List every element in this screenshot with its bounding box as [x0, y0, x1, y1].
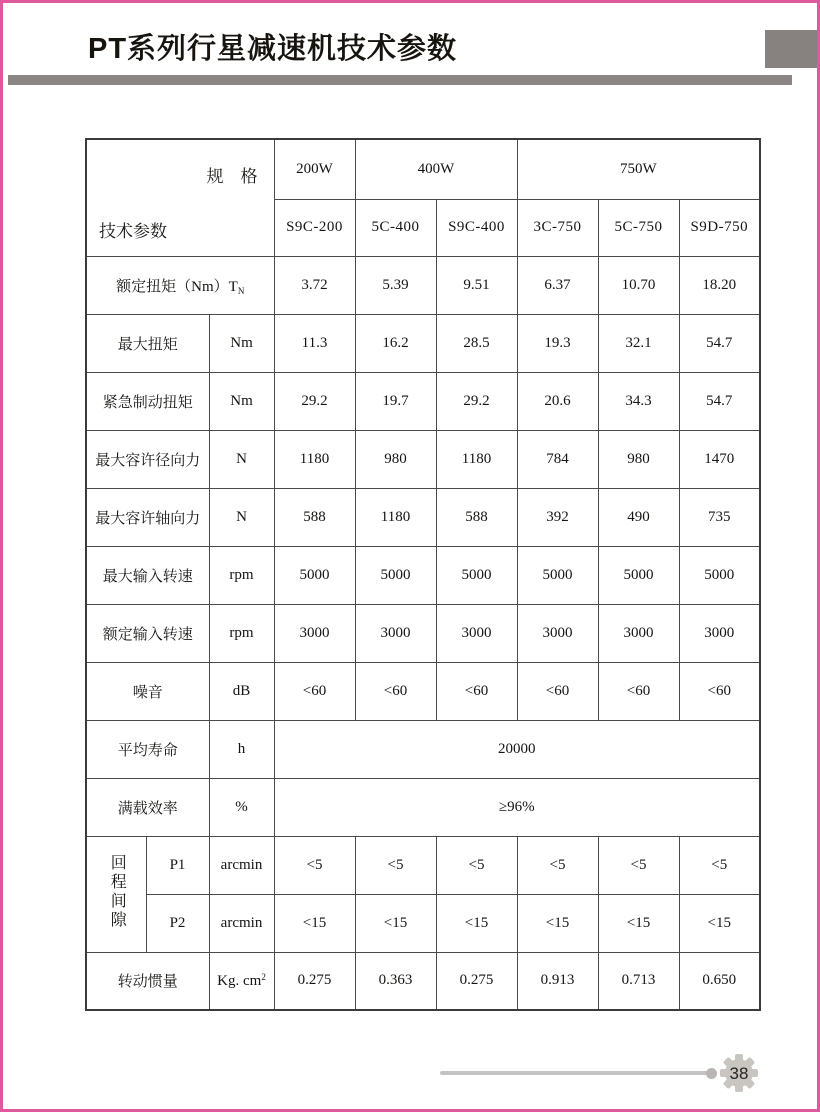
value-cell: 3000 — [517, 604, 598, 662]
model-cell: S9D-750 — [679, 199, 760, 256]
table-header-power-row — [86, 139, 760, 199]
value-cell: 19.3 — [517, 314, 598, 372]
value-cell: 16.2 — [355, 314, 436, 372]
value-cell: <15 — [274, 894, 355, 952]
value-cell: 588 — [274, 488, 355, 546]
table-row-axial-force — [86, 488, 760, 546]
value-cell: 5000 — [517, 546, 598, 604]
value-cell: 0.650 — [679, 952, 760, 1010]
param-label: 最大容许轴向力 — [86, 488, 209, 546]
value-cell: <60 — [274, 662, 355, 720]
backlash-group-label — [86, 836, 146, 952]
table-row-backlash-p2 — [86, 894, 760, 952]
param-label: 额定输入转速 — [86, 604, 209, 662]
unit-label: rpm — [209, 604, 274, 662]
value-cell: 3000 — [679, 604, 760, 662]
value-cell: <15 — [436, 894, 517, 952]
param-text: 额定扭矩（Nm）T — [116, 278, 238, 295]
value-cell: <5 — [274, 836, 355, 894]
unit-label: N — [209, 488, 274, 546]
table-row-noise — [86, 662, 760, 720]
value-cell: 3000 — [355, 604, 436, 662]
table-row-efficiency — [86, 778, 760, 836]
table-row-max-input-speed — [86, 546, 760, 604]
value-cell: 1180 — [436, 430, 517, 488]
value-cell: <60 — [355, 662, 436, 720]
unit-superscript: 2 — [261, 971, 266, 982]
unit-label: arcmin — [209, 894, 274, 952]
title-underline-bar — [8, 75, 792, 85]
unit-label: Nm — [209, 372, 274, 430]
value-cell: <15 — [517, 894, 598, 952]
model-cell: 5C-400 — [355, 199, 436, 256]
value-cell: 3.72 — [274, 256, 355, 314]
value-cell: 29.2 — [436, 372, 517, 430]
value-cell: 5000 — [436, 546, 517, 604]
value-cell: <15 — [598, 894, 679, 952]
spec-table — [85, 138, 761, 1011]
value-cell: 6.37 — [517, 256, 598, 314]
param-label — [86, 256, 274, 314]
model-cell: 5C-750 — [598, 199, 679, 256]
value-cell: 1180 — [274, 430, 355, 488]
param-label: 平均寿命 — [86, 720, 209, 778]
value-cell: 0.713 — [598, 952, 679, 1010]
unit-label: N — [209, 430, 274, 488]
value-cell: 18.20 — [679, 256, 760, 314]
corner-cell — [86, 139, 274, 256]
value-cell: 54.7 — [679, 314, 760, 372]
value-cell: 20.6 — [517, 372, 598, 430]
value-cell: 3000 — [274, 604, 355, 662]
value-cell: <15 — [355, 894, 436, 952]
value-cell: 1180 — [355, 488, 436, 546]
page-number: 38 — [729, 1064, 749, 1083]
value-cell: 0.275 — [436, 952, 517, 1010]
backlash-group-text: 回程间隙 — [108, 853, 126, 930]
value-cell: 588 — [436, 488, 517, 546]
unit-label: % — [209, 778, 274, 836]
value-cell: 3000 — [436, 604, 517, 662]
value-cell: 0.363 — [355, 952, 436, 1010]
value-cell: 11.3 — [274, 314, 355, 372]
model-cell: S9C-200 — [274, 199, 355, 256]
unit-label: dB — [209, 662, 274, 720]
table-row-brake-torque — [86, 372, 760, 430]
table-row-radial-force — [86, 430, 760, 488]
value-cell: 5.39 — [355, 256, 436, 314]
value-cell: 3000 — [598, 604, 679, 662]
unit-label: Nm — [209, 314, 274, 372]
footer-rule-dot — [706, 1068, 717, 1079]
merged-value-cell: 20000 — [274, 720, 760, 778]
unit-label: h — [209, 720, 274, 778]
table-row-max-torque — [86, 314, 760, 372]
power-group-750w: 750W — [517, 139, 760, 199]
table-row-average-life — [86, 720, 760, 778]
model-cell: 3C-750 — [517, 199, 598, 256]
value-cell: 5000 — [598, 546, 679, 604]
value-cell: <5 — [355, 836, 436, 894]
value-cell: 0.913 — [517, 952, 598, 1010]
corner-spec-label: 规 格 — [206, 167, 258, 186]
unit-text: Kg. cm — [217, 972, 262, 989]
value-cell: 0.275 — [274, 952, 355, 1010]
value-cell: <5 — [436, 836, 517, 894]
table-row-inertia — [86, 952, 760, 1010]
value-cell: 34.3 — [598, 372, 679, 430]
page-title: PT系列行星减速机技术参数 — [88, 33, 458, 65]
value-cell: 1470 — [679, 430, 760, 488]
param-label: 转动惯量 — [86, 952, 209, 1010]
value-cell: 490 — [598, 488, 679, 546]
value-cell: <60 — [517, 662, 598, 720]
unit-label — [209, 952, 274, 1010]
value-cell: 980 — [355, 430, 436, 488]
value-cell: 9.51 — [436, 256, 517, 314]
value-cell: 10.70 — [598, 256, 679, 314]
power-group-200w: 200W — [274, 139, 355, 199]
value-cell: 784 — [517, 430, 598, 488]
power-group-400w: 400W — [355, 139, 517, 199]
backlash-grade-label: P2 — [146, 894, 209, 952]
param-label: 紧急制动扭矩 — [86, 372, 209, 430]
value-cell: 54.7 — [679, 372, 760, 430]
value-cell: 32.1 — [598, 314, 679, 372]
value-cell: 735 — [679, 488, 760, 546]
backlash-grade-label: P1 — [146, 836, 209, 894]
value-cell: <60 — [436, 662, 517, 720]
merged-value-cell: ≥96% — [274, 778, 760, 836]
param-subscript: N — [237, 285, 245, 296]
param-label: 最大输入转速 — [86, 546, 209, 604]
unit-label: arcmin — [209, 836, 274, 894]
value-cell: 5000 — [274, 546, 355, 604]
value-cell: <5 — [679, 836, 760, 894]
param-label: 最大容许径向力 — [86, 430, 209, 488]
footer-rule — [440, 1071, 712, 1075]
model-cell: S9C-400 — [436, 199, 517, 256]
param-label: 最大扭矩 — [86, 314, 209, 372]
value-cell: 29.2 — [274, 372, 355, 430]
value-cell: 19.7 — [355, 372, 436, 430]
corner-param-label: 技术参数 — [99, 221, 167, 241]
param-label: 满载效率 — [86, 778, 209, 836]
value-cell: <60 — [598, 662, 679, 720]
value-cell: <5 — [598, 836, 679, 894]
header-corner-rectangle — [765, 30, 817, 68]
value-cell: <15 — [679, 894, 760, 952]
value-cell: 980 — [598, 430, 679, 488]
table-row-rated-input-speed — [86, 604, 760, 662]
value-cell: 5000 — [679, 546, 760, 604]
value-cell: 28.5 — [436, 314, 517, 372]
gear-icon — [717, 1051, 761, 1095]
table-row-rated-torque — [86, 256, 760, 314]
value-cell: <5 — [517, 836, 598, 894]
value-cell: 392 — [517, 488, 598, 546]
unit-label: rpm — [209, 546, 274, 604]
table-row-backlash-p1 — [86, 836, 760, 894]
value-cell: <60 — [679, 662, 760, 720]
param-label: 噪音 — [86, 662, 209, 720]
value-cell: 5000 — [355, 546, 436, 604]
